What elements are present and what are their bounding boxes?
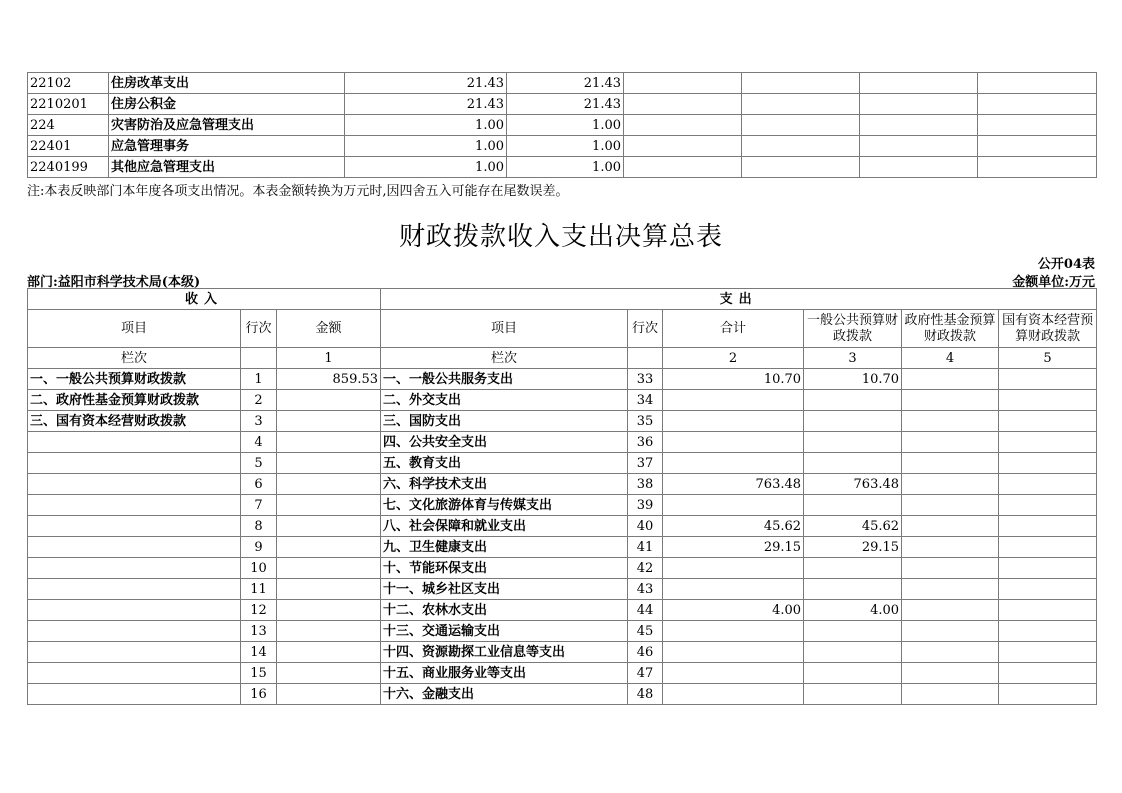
name-cell: 灾害防治及应急管理支出 xyxy=(109,115,345,136)
empty-cell xyxy=(860,94,978,115)
income-amount-cell xyxy=(277,390,381,411)
expense-item-cell: 十五、商业服务业等支出 xyxy=(381,663,628,684)
col-index-2: 2 xyxy=(663,348,804,369)
income-row-no-cell: 10 xyxy=(241,558,277,579)
table-row xyxy=(28,474,1097,495)
general-budget-cell xyxy=(804,390,902,411)
empty-cell xyxy=(624,115,742,136)
empty-cell xyxy=(628,348,663,369)
table-row xyxy=(28,558,1097,579)
empty-cell xyxy=(742,94,860,115)
income-item-cell xyxy=(28,621,241,642)
total-cell xyxy=(663,390,804,411)
expense-item-cell: 八、社会保障和就业支出 xyxy=(381,516,628,537)
empty-cell xyxy=(860,115,978,136)
state-capital-cell xyxy=(999,684,1097,705)
table-row xyxy=(28,390,1097,411)
income-row-no-cell: 13 xyxy=(241,621,277,642)
code-cell: 224 xyxy=(28,115,109,136)
table-row xyxy=(28,432,1097,453)
income-item-cell xyxy=(28,495,241,516)
state-capital-cell xyxy=(999,369,1097,390)
table-row xyxy=(28,516,1097,537)
total-cell xyxy=(663,495,804,516)
income-row-no-cell: 1 xyxy=(241,369,277,390)
income-amount-cell xyxy=(277,579,381,600)
table-row xyxy=(28,94,1097,115)
income-item-cell xyxy=(28,663,241,684)
general-budget-cell xyxy=(804,684,902,705)
income-row-no-cell: 9 xyxy=(241,537,277,558)
income-item-cell xyxy=(28,516,241,537)
gov-fund-cell xyxy=(902,558,999,579)
table-row xyxy=(28,684,1097,705)
income-item-cell xyxy=(28,432,241,453)
income-row-no-cell: 8 xyxy=(241,516,277,537)
expense-col-label: 栏次 xyxy=(381,348,628,369)
table-row xyxy=(28,495,1097,516)
income-amount-cell xyxy=(277,600,381,621)
empty-cell xyxy=(978,94,1097,115)
expense-row-no-cell: 46 xyxy=(628,642,663,663)
table-row xyxy=(28,411,1097,432)
value-cell: 1.00 xyxy=(507,136,624,157)
income-header: 收入 xyxy=(28,289,381,310)
total-cell xyxy=(663,663,804,684)
expense-row-no-cell: 33 xyxy=(628,369,663,390)
gov-fund-header: 政府性基金预算财政拨款 xyxy=(902,310,999,348)
general-budget-cell xyxy=(804,432,902,453)
expense-row-no-cell: 45 xyxy=(628,621,663,642)
income-item-cell xyxy=(28,684,241,705)
name-cell: 应急管理事务 xyxy=(109,136,345,157)
general-budget-cell: 29.15 xyxy=(804,537,902,558)
gov-fund-cell xyxy=(902,453,999,474)
expense-row-no-cell: 37 xyxy=(628,453,663,474)
total-cell xyxy=(663,411,804,432)
empty-cell xyxy=(742,136,860,157)
income-row-no-cell: 6 xyxy=(241,474,277,495)
expense-row-no-cell: 41 xyxy=(628,537,663,558)
income-row-no-cell: 2 xyxy=(241,390,277,411)
value-cell: 21.43 xyxy=(507,94,624,115)
general-budget-cell xyxy=(804,411,902,432)
expense-item-cell: 十、节能环保支出 xyxy=(381,558,628,579)
state-capital-cell xyxy=(999,537,1097,558)
empty-cell xyxy=(978,157,1097,178)
total-cell xyxy=(663,453,804,474)
income-amount-cell xyxy=(277,663,381,684)
income-row-no-cell: 11 xyxy=(241,579,277,600)
empty-cell xyxy=(624,94,742,115)
gov-fund-cell xyxy=(902,684,999,705)
expense-row-no-cell: 38 xyxy=(628,474,663,495)
expense-item-cell: 十三、交通运输支出 xyxy=(381,621,628,642)
section-header-row xyxy=(28,289,1097,310)
income-row-no-cell: 7 xyxy=(241,495,277,516)
gov-fund-cell xyxy=(902,474,999,495)
expense-item-header: 项目 xyxy=(381,310,628,348)
total-cell xyxy=(663,642,804,663)
empty-cell xyxy=(624,157,742,178)
expense-row-no-cell: 39 xyxy=(628,495,663,516)
expense-row-no-cell: 43 xyxy=(628,579,663,600)
expense-item-cell: 四、公共安全支出 xyxy=(381,432,628,453)
table-row xyxy=(28,579,1097,600)
income-amount-cell xyxy=(277,474,381,495)
total-cell xyxy=(663,432,804,453)
income-item-cell xyxy=(28,642,241,663)
empty-cell xyxy=(742,115,860,136)
general-budget-cell xyxy=(804,579,902,600)
table-row xyxy=(28,157,1097,178)
gov-fund-cell xyxy=(902,516,999,537)
name-cell: 住房改革支出 xyxy=(109,73,345,94)
column-header-row xyxy=(28,310,1097,348)
expense-item-cell: 一、一般公共服务支出 xyxy=(381,369,628,390)
empty-cell xyxy=(624,73,742,94)
expense-row-no-cell: 36 xyxy=(628,432,663,453)
state-capital-cell xyxy=(999,453,1097,474)
income-amount-cell xyxy=(277,453,381,474)
value-cell: 1.00 xyxy=(345,136,507,157)
expense-item-cell: 十二、农林水支出 xyxy=(381,600,628,621)
expense-row-no-cell: 44 xyxy=(628,600,663,621)
general-budget-cell xyxy=(804,558,902,579)
income-item-cell xyxy=(28,558,241,579)
footnote: 注:本表反映部门本年度各项支出情况。本表金额转换为万元时,因四舍五入可能存在尾数误差。 xyxy=(27,184,569,199)
income-row-no-cell: 4 xyxy=(241,432,277,453)
income-amount-cell xyxy=(277,411,381,432)
gov-fund-cell xyxy=(902,390,999,411)
name-cell: 住房公积金 xyxy=(109,94,345,115)
state-capital-cell xyxy=(999,495,1097,516)
total-cell xyxy=(663,621,804,642)
general-budget-cell xyxy=(804,621,902,642)
total-header: 合计 xyxy=(663,310,804,348)
code-cell: 2240199 xyxy=(28,157,109,178)
col-index-1: 1 xyxy=(277,348,381,369)
expense-item-cell: 七、文化旅游体育与传媒支出 xyxy=(381,495,628,516)
gov-fund-cell xyxy=(902,663,999,684)
gov-fund-cell xyxy=(902,432,999,453)
income-amount-cell xyxy=(277,495,381,516)
previous-page-table xyxy=(27,72,1097,178)
empty-cell xyxy=(742,73,860,94)
income-amount-cell xyxy=(277,684,381,705)
general-budget-cell: 763.48 xyxy=(804,474,902,495)
income-row-no-cell: 15 xyxy=(241,663,277,684)
state-capital-cell xyxy=(999,621,1097,642)
empty-cell xyxy=(860,136,978,157)
table-row xyxy=(28,136,1097,157)
income-item-cell xyxy=(28,474,241,495)
total-cell xyxy=(663,684,804,705)
value-cell: 1.00 xyxy=(345,157,507,178)
general-budget-cell xyxy=(804,453,902,474)
gov-fund-cell xyxy=(902,537,999,558)
state-capital-cell xyxy=(999,642,1097,663)
income-row-no-cell: 14 xyxy=(241,642,277,663)
state-capital-cell xyxy=(999,558,1097,579)
empty-cell xyxy=(978,73,1097,94)
expense-row-no-header: 行次 xyxy=(628,310,663,348)
expense-row-no-cell: 34 xyxy=(628,390,663,411)
code-cell: 22102 xyxy=(28,73,109,94)
state-capital-cell xyxy=(999,390,1097,411)
state-capital-cell xyxy=(999,474,1097,495)
col-index-3: 3 xyxy=(804,348,902,369)
gov-fund-cell xyxy=(902,600,999,621)
empty-cell xyxy=(978,136,1097,157)
value-cell: 21.43 xyxy=(345,94,507,115)
expense-item-cell: 十六、金融支出 xyxy=(381,684,628,705)
gov-fund-cell xyxy=(902,621,999,642)
state-capital-cell xyxy=(999,579,1097,600)
total-cell: 4.00 xyxy=(663,600,804,621)
value-cell: 21.43 xyxy=(345,73,507,94)
gov-fund-cell xyxy=(902,495,999,516)
general-budget-cell: 10.70 xyxy=(804,369,902,390)
general-budget-header: 一般公共预算财政拨款 xyxy=(804,310,902,348)
income-item-cell xyxy=(28,579,241,600)
fiscal-summary-table xyxy=(27,288,1097,705)
income-amount-cell xyxy=(277,621,381,642)
form-code: 公开04表 xyxy=(1037,257,1095,272)
income-item-header: 项目 xyxy=(28,310,241,348)
general-budget-cell: 4.00 xyxy=(804,600,902,621)
name-cell: 其他应急管理支出 xyxy=(109,157,345,178)
income-item-cell xyxy=(28,600,241,621)
gov-fund-cell xyxy=(902,411,999,432)
table-row xyxy=(28,621,1097,642)
expense-row-no-cell: 35 xyxy=(628,411,663,432)
income-row-no-cell: 16 xyxy=(241,684,277,705)
table-row xyxy=(28,537,1097,558)
total-cell xyxy=(663,558,804,579)
gov-fund-cell xyxy=(902,642,999,663)
total-cell: 763.48 xyxy=(663,474,804,495)
value-cell: 1.00 xyxy=(507,157,624,178)
expense-item-cell: 三、国防支出 xyxy=(381,411,628,432)
expense-item-cell: 六、科学技术支出 xyxy=(381,474,628,495)
expense-item-cell: 五、教育支出 xyxy=(381,453,628,474)
income-item-cell xyxy=(28,537,241,558)
table-row xyxy=(28,453,1097,474)
table-row xyxy=(28,73,1097,94)
total-cell: 45.62 xyxy=(663,516,804,537)
general-budget-cell xyxy=(804,642,902,663)
income-item-cell: 二、政府性基金预算财政拨款 xyxy=(28,390,241,411)
empty-cell xyxy=(742,157,860,178)
empty-cell xyxy=(978,115,1097,136)
expense-row-no-cell: 40 xyxy=(628,516,663,537)
empty-cell xyxy=(860,73,978,94)
income-row-no-cell: 12 xyxy=(241,600,277,621)
general-budget-cell: 45.62 xyxy=(804,516,902,537)
expense-row-no-cell: 47 xyxy=(628,663,663,684)
state-capital-header: 国有资本经营预算财政拨款 xyxy=(999,310,1097,348)
income-row-no-header: 行次 xyxy=(241,310,277,348)
income-amount-cell xyxy=(277,537,381,558)
income-row-no-cell: 5 xyxy=(241,453,277,474)
general-budget-cell xyxy=(804,663,902,684)
table-row xyxy=(28,600,1097,621)
income-row-no-cell: 3 xyxy=(241,411,277,432)
income-item-cell: 一、一般公共预算财政拨款 xyxy=(28,369,241,390)
empty-cell xyxy=(624,136,742,157)
expense-item-cell: 十四、资源勘探工业信息等支出 xyxy=(381,642,628,663)
state-capital-cell xyxy=(999,663,1097,684)
income-amount-cell xyxy=(277,642,381,663)
empty-cell xyxy=(241,348,277,369)
page-title: 财政拨款收入支出决算总表 xyxy=(398,222,723,252)
col-index-5: 5 xyxy=(999,348,1097,369)
expense-item-cell: 二、外交支出 xyxy=(381,390,628,411)
expense-item-cell: 九、卫生健康支出 xyxy=(381,537,628,558)
column-index-row xyxy=(28,348,1097,369)
total-cell xyxy=(663,579,804,600)
department-label: 部门:益阳市科学技术局(本级) xyxy=(27,275,201,290)
income-item-cell: 三、国有资本经营财政拨款 xyxy=(28,411,241,432)
income-amount-cell xyxy=(277,432,381,453)
value-cell: 1.00 xyxy=(345,115,507,136)
value-cell: 21.43 xyxy=(507,73,624,94)
income-item-cell xyxy=(28,453,241,474)
income-amount-cell xyxy=(277,516,381,537)
income-amount-cell: 859.53 xyxy=(277,369,381,390)
empty-cell xyxy=(860,157,978,178)
code-cell: 22401 xyxy=(28,136,109,157)
code-cell: 2210201 xyxy=(28,94,109,115)
expense-header: 支出 xyxy=(381,289,1097,310)
state-capital-cell xyxy=(999,600,1097,621)
gov-fund-cell xyxy=(902,369,999,390)
col-index-4: 4 xyxy=(902,348,999,369)
table-row xyxy=(28,642,1097,663)
state-capital-cell xyxy=(999,432,1097,453)
expense-item-cell: 十一、城乡社区支出 xyxy=(381,579,628,600)
total-cell: 29.15 xyxy=(663,537,804,558)
state-capital-cell xyxy=(999,411,1097,432)
general-budget-cell xyxy=(804,495,902,516)
value-cell: 1.00 xyxy=(507,115,624,136)
income-amount-cell xyxy=(277,558,381,579)
income-col-label: 栏次 xyxy=(28,348,241,369)
income-amount-header: 金额 xyxy=(277,310,381,348)
state-capital-cell xyxy=(999,516,1097,537)
table-row xyxy=(28,663,1097,684)
amount-unit-label: 金额单位:万元 xyxy=(1012,275,1095,290)
total-cell: 10.70 xyxy=(663,369,804,390)
gov-fund-cell xyxy=(902,579,999,600)
table-row xyxy=(28,369,1097,390)
expense-row-no-cell: 48 xyxy=(628,684,663,705)
expense-row-no-cell: 42 xyxy=(628,558,663,579)
table-row xyxy=(28,115,1097,136)
